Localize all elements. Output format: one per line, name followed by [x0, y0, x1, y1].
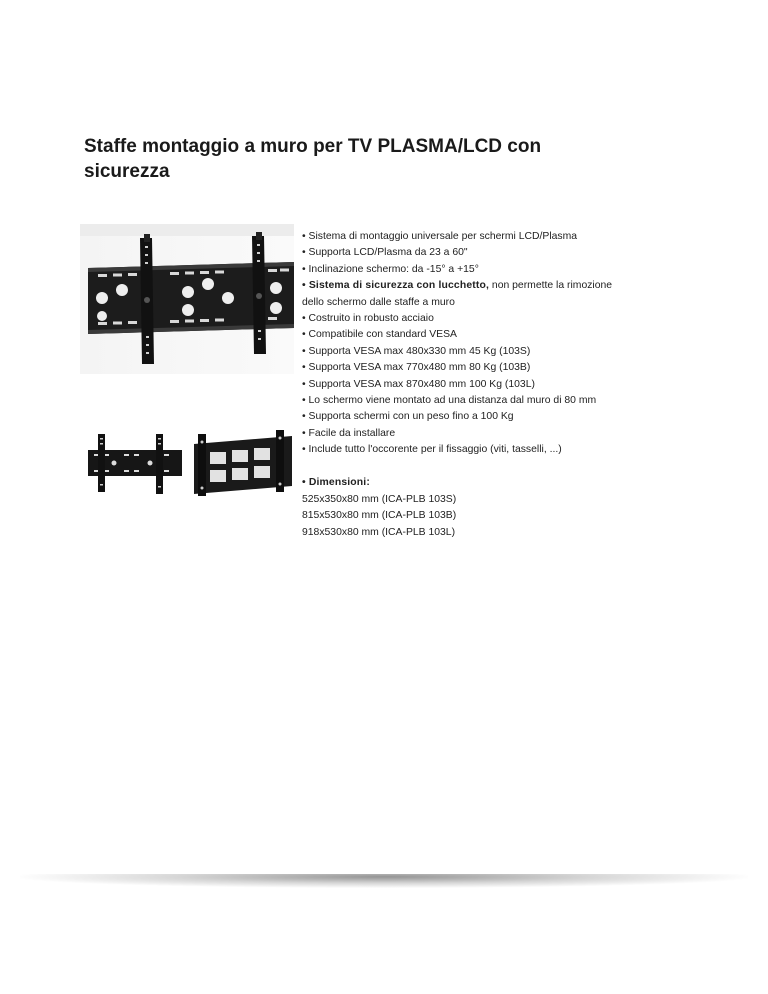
spec-item: • Inclinazione schermo: da -15° a +15°	[302, 263, 479, 275]
dimensions-heading: • Dimensioni:	[302, 477, 370, 489]
page-bottom-shadow	[20, 874, 748, 888]
wall-mount-bracket-photo	[80, 224, 294, 374]
spec-item: • Supporta schermi con un peso fino a 100 Kg	[302, 411, 514, 423]
dimension-row: 525x350x80 mm (ICA-PLB 103S)	[302, 493, 457, 505]
spec-item: • Sistema di montaggio universale per schermi LCD/Plasma	[302, 231, 578, 242]
bracket-front-photo	[84, 428, 186, 498]
spec-item: • Supporta VESA max 770x480 mm 80 Kg (103B)	[302, 362, 531, 374]
dimension-row: 918x530x80 mm (ICA-PLB 103L)	[302, 526, 456, 538]
spec-security-bold: • Sistema di sicurezza con lucchetto,	[302, 280, 490, 292]
spec-item: • Supporta VESA max 870x480 mm 100 Kg (103L)	[302, 378, 535, 390]
bracket-side-photo	[188, 428, 296, 498]
spec-item: • Costruito in robusto acciaio	[302, 313, 434, 325]
spec-item: • Facile da installare	[302, 427, 396, 439]
spec-security-continued: dello schermo dalle staffe a muro	[302, 296, 455, 308]
spec-item: • Compatibile con standard VESA	[302, 329, 457, 341]
spec-security	[302, 278, 642, 294]
spec-security-rest: non permette la rimozione	[489, 280, 613, 292]
spec-spacer	[302, 459, 642, 476]
spec-item: • Include tutto l'occorente per il fissaggio (viti, tasselli, ...)	[302, 444, 562, 456]
spec-item: • Lo schermo viene montato ad una distanza dal muro di 80 mm	[302, 395, 597, 407]
product-specs	[302, 229, 642, 541]
spec-item: • Supporta VESA max 480x330 mm 45 Kg (103S)	[302, 345, 531, 357]
page-title: Staffe montaggio a muro per TV PLASMA/LCD con sicurezza	[84, 136, 542, 182]
dimension-row: 815x530x80 mm (ICA-PLB 103B)	[302, 510, 457, 522]
spec-item: • Supporta LCD/Plasma da 23 a 60"	[302, 247, 468, 259]
